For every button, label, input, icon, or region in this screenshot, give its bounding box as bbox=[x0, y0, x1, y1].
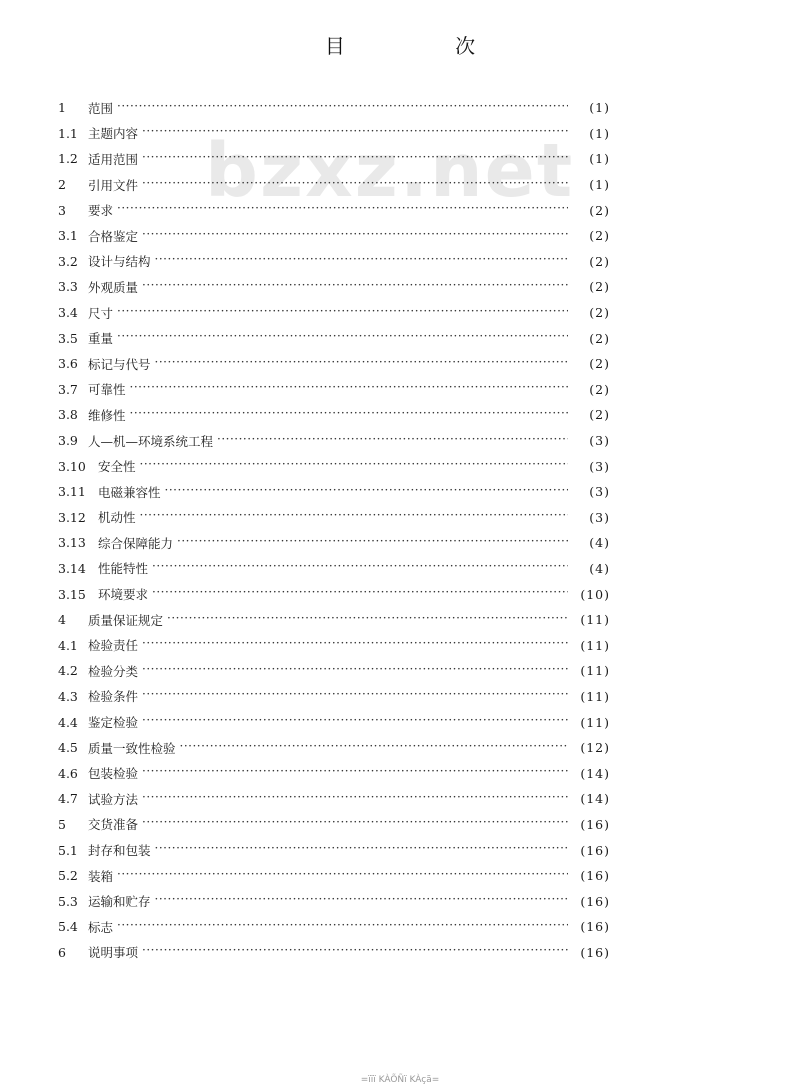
toc-entry-page: (3) bbox=[589, 433, 610, 449]
toc-entry[interactable] bbox=[58, 428, 610, 454]
toc-entry-title: 适用范围 bbox=[88, 151, 139, 167]
toc-entry-number: 3.10 bbox=[58, 458, 86, 474]
toc-entry-title: 检验条件 bbox=[88, 689, 139, 705]
toc-leader-dots bbox=[130, 408, 568, 422]
toc-entry[interactable] bbox=[58, 249, 610, 275]
toc-entry-number: 3.9 bbox=[58, 433, 78, 449]
toc-leader-dots bbox=[142, 229, 568, 243]
toc-entry[interactable] bbox=[58, 607, 610, 633]
toc-entry[interactable] bbox=[58, 556, 610, 582]
page-title: 目 次 bbox=[324, 34, 528, 58]
toc-entry-page: (1) bbox=[589, 151, 610, 167]
toc-leader-dots bbox=[152, 561, 568, 575]
toc-entry[interactable] bbox=[58, 351, 610, 377]
toc-entry-title: 检验责任 bbox=[88, 638, 139, 654]
toc-entry-number: 6 bbox=[58, 944, 66, 960]
toc-entry[interactable] bbox=[58, 632, 610, 658]
toc-entry-number: 4.2 bbox=[58, 663, 78, 679]
toc-entry[interactable] bbox=[58, 735, 610, 761]
toc-entry-page: (3) bbox=[589, 458, 610, 474]
toc-entry[interactable] bbox=[58, 274, 610, 300]
toc-entry-page: (16) bbox=[580, 944, 610, 960]
toc-entry[interactable] bbox=[58, 300, 610, 326]
toc-entry-title: 质量保证规定 bbox=[88, 612, 164, 628]
toc-entry-title: 外观质量 bbox=[88, 279, 139, 295]
toc-leader-dots bbox=[142, 280, 568, 294]
toc-entry-number: 1.2 bbox=[58, 151, 78, 167]
toc-entry-page: (2) bbox=[589, 407, 610, 423]
toc-entry-page: (2) bbox=[589, 253, 610, 269]
toc-entry-page: (11) bbox=[580, 688, 610, 704]
page-footer: =ïïï KÀÕÑï KÀçã= bbox=[360, 1075, 440, 1085]
toc-entry-page: (3) bbox=[589, 484, 610, 500]
toc-entry[interactable] bbox=[58, 121, 610, 147]
toc-entry[interactable] bbox=[58, 377, 610, 403]
toc-entry-page: (16) bbox=[580, 816, 610, 832]
toc-entry[interactable] bbox=[58, 709, 610, 735]
toc-entry[interactable] bbox=[58, 197, 610, 223]
toc-entry-page: (14) bbox=[580, 765, 610, 781]
toc-entry-number: 3.5 bbox=[58, 330, 78, 346]
toc-entry-number: 3.3 bbox=[58, 279, 78, 295]
toc-entry-title: 标志 bbox=[88, 919, 114, 935]
toc-leader-dots bbox=[117, 101, 568, 115]
toc-entry-page: (10) bbox=[580, 586, 610, 602]
toc-entry-number: 5.1 bbox=[58, 842, 78, 858]
toc-entry[interactable] bbox=[58, 505, 610, 531]
toc-entry-page: (2) bbox=[589, 330, 610, 346]
toc-entry-number: 4.3 bbox=[58, 688, 78, 704]
toc-entry-number: 3.11 bbox=[58, 484, 86, 500]
toc-entry-page: (4) bbox=[589, 535, 610, 551]
toc-entry-title: 交货准备 bbox=[88, 817, 139, 833]
toc-entry[interactable] bbox=[58, 863, 610, 889]
toc-entry-number: 3.6 bbox=[58, 356, 78, 372]
toc-entry-number: 3.2 bbox=[58, 253, 78, 269]
toc-entry-title: 机动性 bbox=[98, 510, 136, 526]
toc-leader-dots bbox=[177, 536, 568, 550]
toc-entry-number: 4.7 bbox=[58, 791, 78, 807]
toc-entry-number: 5 bbox=[58, 816, 66, 832]
toc-entry-page: (1) bbox=[589, 177, 610, 193]
toc-entry-title: 封存和包装 bbox=[88, 843, 151, 859]
toc-leader-dots bbox=[140, 459, 568, 473]
toc-entry-number: 3.14 bbox=[58, 560, 86, 576]
toc-entry-number: 3.8 bbox=[58, 407, 78, 423]
toc-leader-dots bbox=[117, 920, 568, 934]
toc-leader-dots bbox=[155, 254, 568, 268]
toc-entry[interactable] bbox=[58, 786, 610, 812]
toc-entry-title: 重量 bbox=[88, 331, 114, 347]
toc-entry[interactable] bbox=[58, 914, 610, 940]
toc-leader-dots bbox=[142, 766, 568, 780]
toc-entry-number: 3.15 bbox=[58, 586, 86, 602]
toc-entry-title: 运输和贮存 bbox=[88, 894, 151, 910]
toc-leader-dots bbox=[140, 510, 568, 524]
toc-entry-number: 4.6 bbox=[58, 765, 78, 781]
toc-entry-number: 3.7 bbox=[58, 381, 78, 397]
toc-entry-number: 4 bbox=[58, 612, 66, 628]
toc-leader-dots bbox=[142, 945, 568, 959]
toc-entry-page: (16) bbox=[580, 919, 610, 935]
toc-entry-title: 安全性 bbox=[98, 459, 136, 475]
toc-leader-dots bbox=[155, 894, 568, 908]
toc-entry[interactable] bbox=[58, 837, 610, 863]
toc-entry[interactable] bbox=[58, 888, 610, 914]
toc-entry-page: (3) bbox=[589, 509, 610, 525]
toc-entry-number: 5.2 bbox=[58, 868, 78, 884]
toc-leader-dots bbox=[142, 638, 568, 652]
toc-leader-dots bbox=[117, 331, 568, 345]
toc-leader-dots bbox=[117, 203, 568, 217]
toc-leader-dots bbox=[180, 741, 568, 755]
toc-entry-title: 要求 bbox=[88, 203, 114, 219]
toc-entry[interactable] bbox=[58, 479, 610, 505]
toc-leader-dots bbox=[142, 126, 568, 140]
toc-entry-number: 3.1 bbox=[58, 228, 78, 244]
toc-entry-page: (2) bbox=[589, 305, 610, 321]
toc-entry[interactable] bbox=[58, 325, 610, 351]
toc-entry[interactable] bbox=[58, 581, 610, 607]
toc-entry-title: 标记与代号 bbox=[88, 356, 151, 372]
toc-leader-dots bbox=[142, 715, 568, 729]
toc-leader-dots bbox=[142, 664, 568, 678]
toc-leader-dots bbox=[167, 613, 568, 627]
toc-entry-number: 1.1 bbox=[58, 125, 78, 141]
toc-leader-dots bbox=[142, 152, 568, 166]
toc-entry-page: (11) bbox=[580, 714, 610, 730]
toc-entry-title: 包装检验 bbox=[88, 766, 139, 782]
toc-entry[interactable] bbox=[58, 658, 610, 684]
toc-entry-number: 4.4 bbox=[58, 714, 78, 730]
toc-entry-page: (2) bbox=[589, 228, 610, 244]
toc-entry-title: 维修性 bbox=[88, 407, 126, 423]
toc-entry-page: (16) bbox=[580, 842, 610, 858]
toc-leader-dots bbox=[155, 357, 568, 371]
toc-entry-page: (11) bbox=[580, 612, 610, 628]
toc-leader-dots bbox=[142, 792, 568, 806]
toc-entry-title: 性能特性 bbox=[98, 561, 149, 577]
toc-entry-title: 可靠性 bbox=[88, 382, 126, 398]
toc-entry-title: 试验方法 bbox=[88, 791, 139, 807]
toc-entry-page: (2) bbox=[589, 202, 610, 218]
toc-entry-number: 3.13 bbox=[58, 535, 86, 551]
toc-entry-page: (1) bbox=[589, 125, 610, 141]
toc-entry-number: 5.4 bbox=[58, 919, 78, 935]
toc-entry-number: 3 bbox=[58, 202, 66, 218]
toc-entry-title: 人—机—环境系统工程 bbox=[88, 433, 214, 449]
toc-entry-number: 3.12 bbox=[58, 509, 86, 525]
toc-entry-number: 4.1 bbox=[58, 637, 78, 653]
toc-entry-title: 设计与结构 bbox=[88, 254, 151, 270]
toc-entry-title: 尺寸 bbox=[88, 305, 114, 321]
toc-entry-number: 4.5 bbox=[58, 740, 78, 756]
table-of-contents bbox=[58, 95, 610, 965]
toc-entry[interactable] bbox=[58, 684, 610, 710]
toc-entry-page: (2) bbox=[589, 279, 610, 295]
toc-entry-number: 5.3 bbox=[58, 893, 78, 909]
toc-entry-page: (14) bbox=[580, 791, 610, 807]
toc-entry-page: (2) bbox=[589, 381, 610, 397]
toc-entry[interactable] bbox=[58, 146, 610, 172]
toc-leader-dots bbox=[142, 817, 568, 831]
toc-entry-page: (2) bbox=[589, 356, 610, 372]
toc-entry-number: 1 bbox=[58, 100, 66, 116]
toc-entry-title: 综合保障能力 bbox=[98, 535, 174, 551]
toc-entry[interactable] bbox=[58, 812, 610, 838]
toc-leader-dots bbox=[165, 485, 568, 499]
toc-entry-title: 鉴定检验 bbox=[88, 715, 139, 731]
toc-entry-page: (1) bbox=[589, 100, 610, 116]
toc-entry-title: 质量一致性检验 bbox=[88, 740, 176, 756]
toc-entry-page: (11) bbox=[580, 663, 610, 679]
toc-entry-page: (16) bbox=[580, 893, 610, 909]
toc-entry-title: 引用文件 bbox=[88, 177, 139, 193]
toc-entry-title: 装箱 bbox=[88, 868, 114, 884]
toc-entry[interactable] bbox=[58, 940, 610, 966]
toc-entry-number: 2 bbox=[58, 177, 66, 193]
toc-entry-title: 范围 bbox=[88, 100, 114, 116]
toc-entry[interactable] bbox=[58, 223, 610, 249]
toc-entry-title: 环境要求 bbox=[98, 587, 149, 603]
toc-entry[interactable] bbox=[58, 530, 610, 556]
toc-entry[interactable] bbox=[58, 760, 610, 786]
toc-entry[interactable] bbox=[58, 402, 610, 428]
toc-leader-dots bbox=[155, 843, 568, 857]
toc-entry-number: 3.4 bbox=[58, 305, 78, 321]
toc-entry-title: 电磁兼容性 bbox=[98, 484, 161, 500]
toc-entry-title: 说明事项 bbox=[88, 945, 139, 961]
toc-leader-dots bbox=[142, 178, 568, 192]
watermark-text: bzxz.net bbox=[205, 128, 575, 214]
toc-entry[interactable] bbox=[58, 172, 610, 198]
toc-entry-page: (12) bbox=[580, 740, 610, 756]
toc-entry-page: (16) bbox=[580, 868, 610, 884]
toc-entry-page: (4) bbox=[589, 560, 610, 576]
toc-leader-dots bbox=[217, 434, 568, 448]
toc-entry[interactable] bbox=[58, 95, 610, 121]
toc-leader-dots bbox=[117, 306, 568, 320]
toc-leader-dots bbox=[152, 587, 568, 601]
toc-leader-dots bbox=[142, 689, 568, 703]
toc-leader-dots bbox=[130, 382, 568, 396]
toc-entry-page: (11) bbox=[580, 637, 610, 653]
toc-entry[interactable] bbox=[58, 453, 610, 479]
toc-entry-title: 检验分类 bbox=[88, 663, 139, 679]
toc-entry-title: 合格鉴定 bbox=[88, 228, 139, 244]
toc-leader-dots bbox=[117, 869, 568, 883]
toc-entry-title: 主题内容 bbox=[88, 126, 139, 142]
